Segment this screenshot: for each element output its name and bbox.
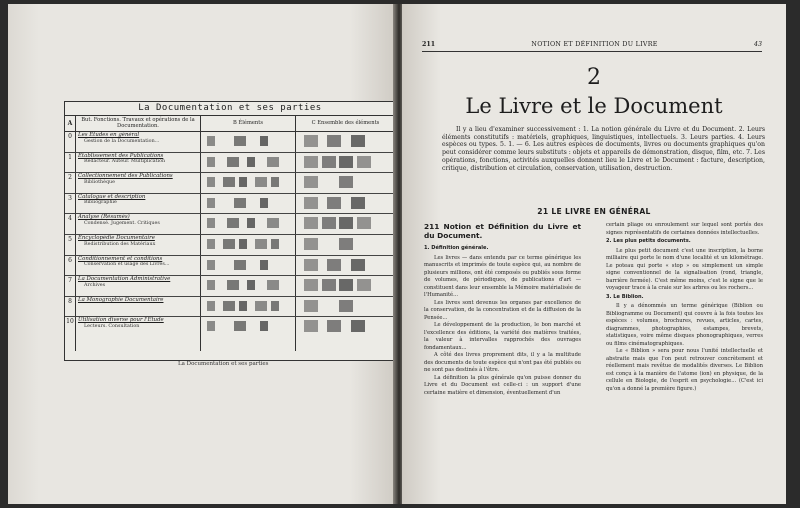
- paragraph: Le plus petit document c'est une inscription, la borne milliaire qui porte le nom d'une localité et un kilométrage. Le poteau qui porte « stop » ou simplement un simple signe conventionnel de la signalisation (rond, triangle, barrière fermée). C'est même moins, c'est le signe que le voyageur trace à la craie sur les arbres ou les rochers...: [606, 247, 763, 291]
- sketch-glyph: [304, 279, 318, 291]
- paragraph: Les livres sont devenus les organes par excellence de la conservation, de la concentration et de la diffusion de la Pensée...: [424, 299, 581, 321]
- sketch-glyph: [267, 218, 279, 228]
- ensemble-illustration: [296, 173, 395, 193]
- elements-illustration: [201, 235, 296, 255]
- sketch-glyph: [207, 321, 215, 331]
- row-detail: Redistribution des Matériaux: [84, 241, 156, 247]
- elements-illustration: [201, 173, 296, 193]
- documentation-table: [64, 101, 396, 361]
- sketch-glyph: [304, 135, 318, 147]
- sketch-glyph: [304, 156, 318, 168]
- sketch-glyph: [351, 320, 365, 332]
- sketch-glyph: [207, 198, 215, 208]
- ensemble-illustration: [296, 276, 395, 296]
- running-header: [422, 38, 762, 52]
- row-text: [76, 317, 201, 351]
- page-number: 211: [422, 41, 436, 48]
- sketch-glyph: [339, 156, 353, 168]
- sketch-glyph: [234, 136, 246, 146]
- col-b-header: But. Fonctions. Travaux et opérations de la Documentation.: [76, 116, 201, 131]
- sketch-glyph: [207, 218, 215, 228]
- sketch-glyph: [339, 238, 353, 250]
- row-function: Utilisation diverse pour l'Étude: [78, 317, 164, 324]
- folio-number: 43: [753, 41, 762, 48]
- row-detail: Archives: [84, 282, 106, 288]
- sketch-glyph: [304, 238, 318, 250]
- row-text: [76, 297, 201, 317]
- table-row: [65, 235, 395, 256]
- ensemble-illustration: [296, 132, 395, 152]
- table-row: [65, 297, 395, 318]
- elements-illustration: [201, 153, 296, 173]
- sketch-glyph: [255, 239, 267, 249]
- paragraph: Il y a dénommés un terme générique (Biblion ou Bibliogramme ou Document) qui couvre à la fois toutes les espèces : volumes, brochures, revues, articles, cartes, diagrammes, photographies, estampes, brevets, statistiques, voire même disques phonographiques, verres ou films cinématographiques.: [606, 303, 763, 347]
- sketch-glyph: [322, 156, 336, 168]
- sketch-glyph: [304, 300, 318, 312]
- col-a-header: A: [65, 116, 76, 131]
- paragraph: certain pliage ou enroulement sur lequel sont portés des signes représentatifs de certaines données intellectuelles.: [606, 222, 763, 236]
- row-detail: Condensé. Jugement. Critiques: [84, 220, 160, 226]
- table-row: [65, 153, 395, 174]
- sketch-glyph: [227, 218, 239, 228]
- col-d-header: C Ensemble des éléments: [311, 120, 380, 126]
- row-number: 5: [65, 235, 76, 255]
- elements-illustration: [201, 256, 296, 276]
- left-page: [8, 4, 396, 504]
- elements-illustration: [201, 194, 296, 214]
- row-text: [76, 132, 201, 152]
- row-function: Encyclopédie Documentaire: [78, 234, 155, 241]
- paragraph: A côté des livres proprement dits, il y a la multitude des documents de toute espèce qui n'ont pas été publiés ou ne sont pas destinés à l'être.: [424, 352, 581, 373]
- table-row: [65, 317, 395, 351]
- elements-illustration: [201, 214, 296, 234]
- table-row: [65, 256, 395, 277]
- sketch-glyph: [260, 198, 268, 208]
- sketch-glyph: [304, 217, 318, 229]
- ensemble-illustration: [296, 214, 395, 234]
- section-heading: 21 LE LIVRE EN GÉNÉRAL: [537, 207, 651, 216]
- sketch-glyph: [207, 280, 215, 290]
- row-function: Les Études en général: [78, 132, 140, 138]
- sketch-glyph: [247, 218, 255, 228]
- ensemble-illustration: [296, 256, 395, 276]
- sketch-glyph: [223, 301, 235, 311]
- sketch-glyph: [351, 135, 365, 147]
- row-function: Catalogue et description: [78, 193, 146, 200]
- sketch-glyph: [207, 239, 215, 249]
- row-number: 3: [65, 194, 76, 214]
- row-number: 7: [65, 276, 76, 296]
- sketch-glyph: [304, 176, 318, 188]
- sketch-glyph: [239, 177, 247, 187]
- row-text: [76, 214, 201, 234]
- row-detail: Bibliographie: [84, 200, 117, 206]
- ensemble-illustration: [296, 317, 395, 351]
- table-row: [65, 214, 395, 235]
- sketch-glyph: [207, 136, 215, 146]
- small-documents-heading: 2. Les plus petits documents.: [606, 238, 691, 244]
- sketch-glyph: [260, 321, 268, 331]
- sketch-glyph: [207, 301, 215, 311]
- row-number: 6: [65, 256, 76, 276]
- row-text: [76, 173, 201, 193]
- sketch-glyph: [255, 177, 267, 187]
- ensemble-illustration: [296, 153, 395, 173]
- row-number: 4: [65, 214, 76, 234]
- paragraph: Le développement de la production, le bon marché et l'excellence des éditions, la variété des matières traitées, la valeur à intervalles rapprochés des ouvrages fondamentaux...: [424, 322, 581, 351]
- elements-illustration: [201, 132, 296, 152]
- table-header: [65, 116, 395, 132]
- sketch-glyph: [304, 259, 318, 271]
- row-number: 2: [65, 173, 76, 193]
- row-number: 10: [65, 317, 76, 351]
- row-number: 1: [65, 153, 76, 173]
- col-c-header: B Éléments: [201, 116, 296, 131]
- sketch-glyph: [234, 198, 246, 208]
- sketch-glyph: [339, 300, 353, 312]
- right-text-column: [606, 222, 763, 393]
- paragraph: Les livres — dans entendu par ce terme générique les manuscrits et imprimés de toute espèce qui, au nombre de plusieurs millions, ont été composés ou publiés sous forme de volumes, de périodiques, de publications d'art — constituent dans leur ensemble la Mémoire matérialisée de l'Humanité...: [424, 254, 581, 298]
- sketch-glyph: [227, 157, 239, 167]
- row-function: Analyse (Résumés): [78, 214, 130, 221]
- sketch-glyph: [304, 197, 318, 209]
- sketch-glyph: [260, 260, 268, 270]
- sketch-glyph: [239, 301, 247, 311]
- elements-illustration: [201, 276, 296, 296]
- table-title: La Documentation et ses parties: [65, 102, 395, 116]
- sketch-glyph: [271, 301, 279, 311]
- row-number: 0: [65, 132, 76, 152]
- row-detail: Lecteurs. Consultation: [84, 323, 140, 329]
- sketch-glyph: [322, 279, 336, 291]
- sketch-glyph: [239, 239, 247, 249]
- chapter-title: Le Livre et le Document: [465, 94, 723, 118]
- sketch-glyph: [327, 320, 341, 332]
- sketch-glyph: [223, 177, 235, 187]
- sketch-glyph: [247, 280, 255, 290]
- sketch-glyph: [223, 239, 235, 249]
- left-text-column: [424, 222, 581, 397]
- ensemble-illustration: [296, 297, 395, 317]
- sketch-glyph: [351, 197, 365, 209]
- elements-illustration: [201, 317, 296, 351]
- table-row: [65, 173, 395, 194]
- sketch-glyph: [267, 280, 279, 290]
- paragraph: La définition la plus générale qu'on puisse donner du Livre et du Document est celle-ci : un support d'une certaine matière et dimension, éventuellement d'un: [424, 374, 581, 396]
- row-text: [76, 194, 201, 214]
- row-text: [76, 153, 201, 173]
- sketch-glyph: [207, 177, 215, 187]
- table-row: [65, 132, 395, 153]
- sketch-glyph: [267, 157, 279, 167]
- ensemble-illustration: [296, 235, 395, 255]
- sketch-glyph: [304, 320, 318, 332]
- ensemble-illustration: [296, 194, 395, 214]
- row-text: [76, 235, 201, 255]
- sketch-glyph: [207, 157, 215, 167]
- running-title: NOTION ET DÉFINITION DU LIVRE: [531, 41, 658, 48]
- right-page: [402, 4, 786, 504]
- chapter-number: 2: [587, 65, 601, 90]
- sketch-glyph: [207, 260, 215, 270]
- table-row: [65, 194, 395, 215]
- sketch-glyph: [357, 279, 371, 291]
- row-text: [76, 256, 201, 276]
- definition-heading: 1. Définition générale.: [424, 245, 489, 251]
- table-row: [65, 276, 395, 297]
- sketch-glyph: [339, 176, 353, 188]
- sketch-glyph: [255, 301, 267, 311]
- row-detail: Rédacteur. Auteur. Multiplication: [84, 159, 166, 165]
- sketch-glyph: [227, 280, 239, 290]
- row-detail: Bibliothèque: [84, 179, 115, 185]
- row-function: Établissement des Publications: [78, 152, 164, 159]
- sketch-glyph: [327, 197, 341, 209]
- sketch-glyph: [327, 259, 341, 271]
- sketch-glyph: [327, 135, 341, 147]
- row-detail: Gestion de la Documentation...: [84, 138, 160, 144]
- figure-caption: La Documentation et ses parties: [178, 361, 269, 367]
- sketch-glyph: [357, 156, 371, 168]
- sketch-glyph: [234, 260, 246, 270]
- elements-illustration: [201, 297, 296, 317]
- sketch-glyph: [234, 321, 246, 331]
- row-function: La Documentation Administrative: [78, 276, 171, 283]
- sketch-glyph: [339, 279, 353, 291]
- subsection-heading: 211 Notion et Définition du Livre et du Document.: [424, 222, 581, 240]
- row-function: Collectionnement des Publications: [78, 173, 173, 180]
- row-detail: Conservation et usage des Livres...: [84, 262, 170, 268]
- sketch-glyph: [339, 217, 353, 229]
- sketch-glyph: [271, 239, 279, 249]
- sketch-glyph: [247, 157, 255, 167]
- sketch-glyph: [357, 217, 371, 229]
- row-text: [76, 276, 201, 296]
- chapter-intro: Il y a lieu d'examiner successivement : 1. La notion générale du Livre et du Document. 2. Leurs éléments constitutifs : matériels, graphiques, linguistiques, intellectuels. 3. Leurs parties. 4. Leurs espèces ou types. 5. 1. — 6. Les autres espèces de documents, livres ou documents graphiques qu'on peut considérer comme leurs substituts : objets et appareils de démonstration, disque, film, etc. 7. Les opérations, fonctions, activités auxquelles donnent lieu le Livre et le Document : facture, description, critique, distribution et circulation, conservation, utilisation, destruction.: [442, 126, 765, 172]
- row-number: 8: [65, 297, 76, 317]
- row-function: La Monographie Documentaire: [78, 296, 164, 303]
- row-function: Conditionnement et conditions: [78, 255, 163, 262]
- paragraph: Le « Biblion » sera pour nous l'unité intellectuelle et abstraite mais que l'on peut retrouver concrètement et réellement mais revêtue de modalités diverses. Le Biblion est conçu à la manière de l'atome (ion) en physique, de la cellule en Biologie, de l'esprit en psychologie... (C'est ici qu'on a donné la première figure.): [606, 348, 763, 392]
- biblion-heading: 3. Le Biblion.: [606, 293, 644, 300]
- sketch-glyph: [322, 217, 336, 229]
- sketch-glyph: [260, 136, 268, 146]
- sketch-glyph: [271, 177, 279, 187]
- sketch-glyph: [351, 259, 365, 271]
